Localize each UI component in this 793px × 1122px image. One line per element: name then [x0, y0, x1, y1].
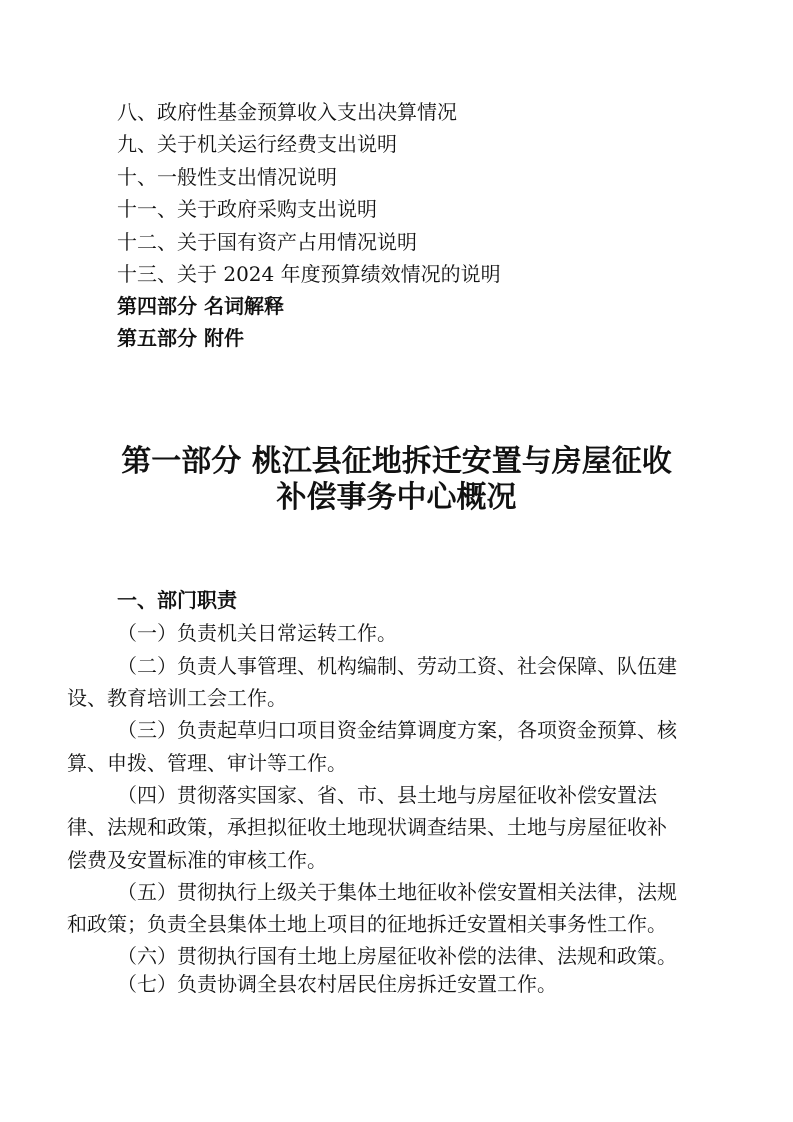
section-heading: 一、部门职责 [117, 588, 237, 612]
toc-part: 第四部分 名词解释 [117, 294, 284, 318]
toc-item: 十三、关于 2024 年度预算绩效情况的说明 [117, 262, 501, 286]
chapter-title-line2: 补偿事务中心概况 [276, 480, 517, 515]
toc-item: 十二、关于国有资产占用情况说明 [117, 230, 417, 254]
toc-item: 九、关于机关运行经费支出说明 [117, 132, 397, 156]
paragraph-line: （二）负责人事管理、机构编制、劳动工资、社会保障、队伍建 [117, 654, 677, 678]
toc-part: 第五部分 附件 [117, 326, 244, 350]
toc-item: 十、一般性支出情况说明 [117, 165, 337, 189]
paragraph-line: （四）贯彻落实国家、省、市、县土地与房屋征收补偿安置法 [117, 783, 657, 807]
paragraph-line: 和政策；负责全县集体土地上项目的征地拆迁安置相关事务性工作。 [67, 912, 667, 936]
toc-item: 八、政府性基金预算收入支出决算情况 [117, 100, 457, 124]
paragraph-line: 律、法规和政策，承担拟征收土地现状调查结果、土地与房屋征收补 [67, 815, 667, 839]
toc-item: 十一、关于政府采购支出说明 [117, 197, 377, 221]
paragraph-line: （三）负责起草归口项目资金结算调度方案，各项资金预算、核 [117, 718, 677, 742]
chapter-title-line1: 第一部分 桃江县征地拆迁安置与房屋征收 [121, 444, 672, 479]
paragraph-line: 设、教育培训工会工作。 [67, 686, 287, 710]
paragraph-line: 偿费及安置标准的审核工作。 [67, 848, 327, 872]
paragraph-line: （五）贯彻执行上级关于集体土地征收补偿安置相关法律，法规 [117, 880, 677, 904]
paragraph-line: 算、申拨、管理、审计等工作。 [67, 751, 347, 775]
paragraph-line: （七）负责协调全县农村居民住房拆迁安置工作。 [117, 972, 557, 996]
paragraph-line: （六）贯彻执行国有土地上房屋征收补偿的法律、法规和政策。 [117, 944, 677, 968]
paragraph-line: （一）负责机关日常运转工作。 [117, 621, 397, 645]
